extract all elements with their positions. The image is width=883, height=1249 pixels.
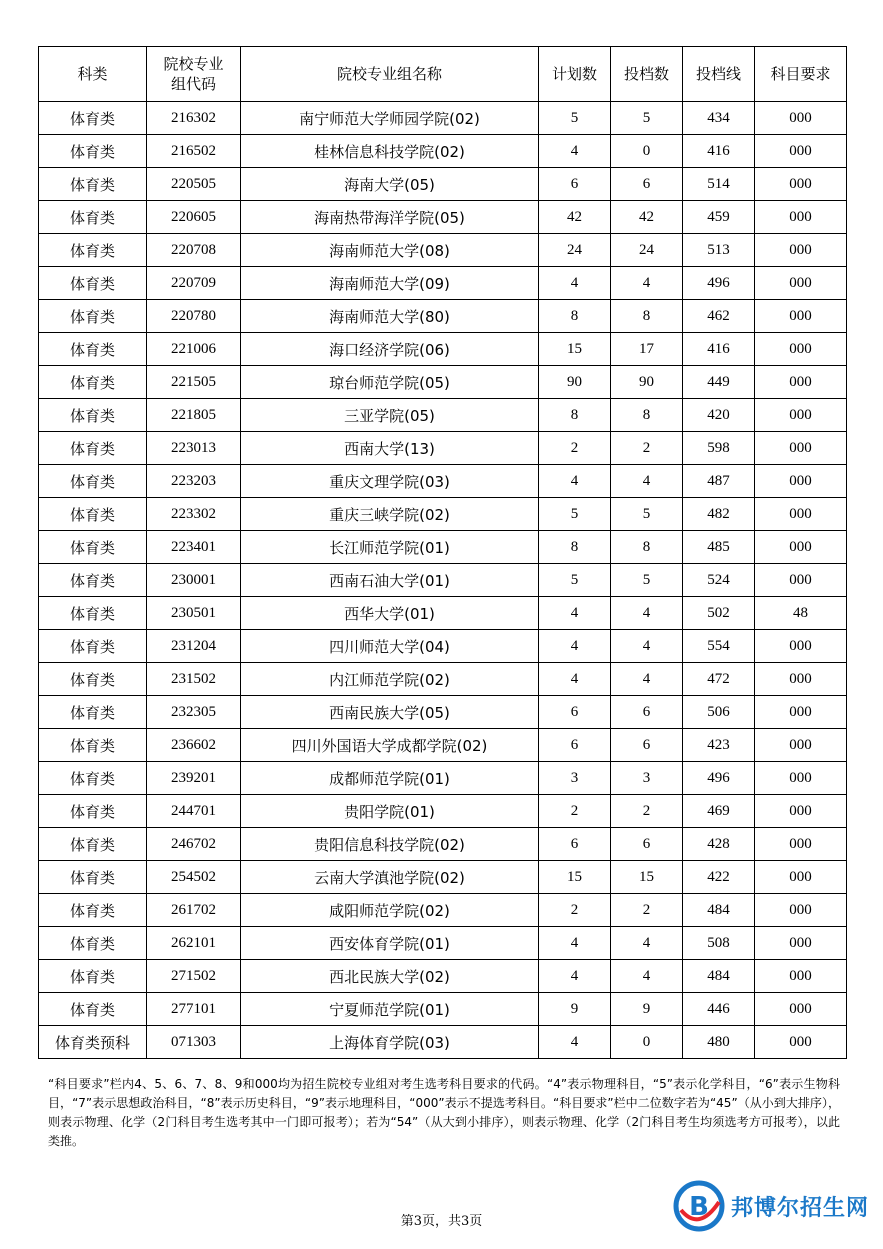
- cell-cutoff-score: 422: [683, 861, 755, 894]
- cell-subject-requirement: 000: [755, 333, 847, 366]
- cell-filed-count: 24: [611, 234, 683, 267]
- cell-category: 体育类: [39, 234, 147, 267]
- header-category: 科类: [39, 47, 147, 102]
- cell-subject-requirement: 000: [755, 828, 847, 861]
- cell-group-name: 桂林信息科技学院(02): [241, 135, 539, 168]
- cell-filed-count: 6: [611, 729, 683, 762]
- cell-plan-count: 5: [539, 498, 611, 531]
- cell-group-name: 西南民族大学(05): [241, 696, 539, 729]
- cell-cutoff-score: 480: [683, 1026, 755, 1059]
- cell-filed-count: 8: [611, 531, 683, 564]
- cell-plan-count: 4: [539, 597, 611, 630]
- table-row: [39, 135, 847, 168]
- cell-group-name: 三亚学院(05): [241, 399, 539, 432]
- cell-group-code: 220708: [147, 234, 241, 267]
- cell-group-name: 琼台师范学院(05): [241, 366, 539, 399]
- table-row: [39, 366, 847, 399]
- cell-group-name: 宁夏师范学院(01): [241, 993, 539, 1026]
- cell-subject-requirement: 000: [755, 234, 847, 267]
- header-plan-count: 计划数: [539, 47, 611, 102]
- cell-category: 体育类: [39, 993, 147, 1026]
- cell-filed-count: 15: [611, 861, 683, 894]
- header-group-code-label: 院校专业组代码: [163, 55, 224, 93]
- cell-plan-count: 6: [539, 828, 611, 861]
- cell-category: 体育类: [39, 795, 147, 828]
- cell-category: 体育类: [39, 498, 147, 531]
- table-row: [39, 960, 847, 993]
- cell-group-code: 223401: [147, 531, 241, 564]
- cell-plan-count: 4: [539, 927, 611, 960]
- cell-filed-count: 0: [611, 1026, 683, 1059]
- cell-group-name: 成都师范学院(01): [241, 762, 539, 795]
- cell-category: 体育类: [39, 201, 147, 234]
- table-row: [39, 300, 847, 333]
- cell-plan-count: 5: [539, 564, 611, 597]
- cell-cutoff-score: 482: [683, 498, 755, 531]
- cell-plan-count: 2: [539, 432, 611, 465]
- cell-group-code: 262101: [147, 927, 241, 960]
- cell-group-name: 云南大学滇池学院(02): [241, 861, 539, 894]
- table-row: [39, 498, 847, 531]
- cell-group-name: 南宁师范大学师园学院(02): [241, 102, 539, 135]
- cell-filed-count: 2: [611, 795, 683, 828]
- cell-category: 体育类: [39, 135, 147, 168]
- cell-filed-count: 4: [611, 663, 683, 696]
- cell-category: 体育类: [39, 696, 147, 729]
- cell-group-code: 261702: [147, 894, 241, 927]
- table-row: [39, 564, 847, 597]
- cell-group-code: 277101: [147, 993, 241, 1026]
- cell-plan-count: 6: [539, 729, 611, 762]
- cell-subject-requirement: 000: [755, 432, 847, 465]
- cell-filed-count: 4: [611, 465, 683, 498]
- cell-group-name: 海南师范大学(08): [241, 234, 539, 267]
- cell-category: 体育类: [39, 663, 147, 696]
- cell-group-code: 220780: [147, 300, 241, 333]
- header-filed-count: 投档数: [611, 47, 683, 102]
- cell-category: 体育类: [39, 465, 147, 498]
- cell-plan-count: 3: [539, 762, 611, 795]
- cell-subject-requirement: 000: [755, 498, 847, 531]
- cell-category: 体育类: [39, 729, 147, 762]
- cell-cutoff-score: 485: [683, 531, 755, 564]
- cell-group-code: 246702: [147, 828, 241, 861]
- cell-category: 体育类: [39, 102, 147, 135]
- cell-cutoff-score: 446: [683, 993, 755, 1026]
- cell-subject-requirement: 000: [755, 366, 847, 399]
- cell-group-code: 232305: [147, 696, 241, 729]
- cell-cutoff-score: 598: [683, 432, 755, 465]
- cell-plan-count: 4: [539, 630, 611, 663]
- cell-group-name: 内江师范学院(02): [241, 663, 539, 696]
- cell-category: 体育类: [39, 366, 147, 399]
- cell-category: 体育类: [39, 762, 147, 795]
- cell-subject-requirement: 000: [755, 993, 847, 1026]
- cell-cutoff-score: 420: [683, 399, 755, 432]
- cell-group-name: 重庆三峡学院(02): [241, 498, 539, 531]
- cell-group-code: 230501: [147, 597, 241, 630]
- cell-filed-count: 6: [611, 696, 683, 729]
- cell-filed-count: 17: [611, 333, 683, 366]
- cell-category: 体育类: [39, 399, 147, 432]
- table-row: [39, 828, 847, 861]
- cell-group-code: 216502: [147, 135, 241, 168]
- cell-plan-count: 6: [539, 168, 611, 201]
- cell-cutoff-score: 554: [683, 630, 755, 663]
- cell-cutoff-score: 434: [683, 102, 755, 135]
- header-group-code: [147, 47, 241, 102]
- cell-filed-count: 5: [611, 564, 683, 597]
- cell-subject-requirement: 000: [755, 861, 847, 894]
- cell-group-code: 239201: [147, 762, 241, 795]
- cell-group-name: 贵阳学院(01): [241, 795, 539, 828]
- cell-filed-count: 3: [611, 762, 683, 795]
- cell-plan-count: 90: [539, 366, 611, 399]
- table-row: [39, 927, 847, 960]
- table-row: [39, 333, 847, 366]
- cell-filed-count: 2: [611, 432, 683, 465]
- cell-category: 体育类: [39, 894, 147, 927]
- cell-cutoff-score: 423: [683, 729, 755, 762]
- cell-subject-requirement: 000: [755, 564, 847, 597]
- table-row: [39, 531, 847, 564]
- cell-subject-requirement: 000: [755, 795, 847, 828]
- cell-subject-requirement: 000: [755, 1026, 847, 1059]
- table-row: [39, 729, 847, 762]
- cell-group-name: 上海体育学院(03): [241, 1026, 539, 1059]
- cell-cutoff-score: 428: [683, 828, 755, 861]
- cell-group-code: 236602: [147, 729, 241, 762]
- cell-group-code: 254502: [147, 861, 241, 894]
- cell-filed-count: 9: [611, 993, 683, 1026]
- cell-group-code: 271502: [147, 960, 241, 993]
- table-row: [39, 597, 847, 630]
- cell-cutoff-score: 524: [683, 564, 755, 597]
- cell-group-code: 223302: [147, 498, 241, 531]
- cell-group-name: 海南师范大学(09): [241, 267, 539, 300]
- cell-group-name: 四川外国语大学成都学院(02): [241, 729, 539, 762]
- cell-plan-count: 2: [539, 894, 611, 927]
- cell-plan-count: 8: [539, 300, 611, 333]
- cell-filed-count: 6: [611, 828, 683, 861]
- cell-plan-count: 15: [539, 333, 611, 366]
- cell-subject-requirement: 000: [755, 762, 847, 795]
- watermark: [673, 1180, 869, 1232]
- cell-plan-count: 8: [539, 531, 611, 564]
- cell-category: 体育类: [39, 564, 147, 597]
- cell-plan-count: 4: [539, 267, 611, 300]
- bangboer-logo-icon: [673, 1180, 725, 1232]
- cell-cutoff-score: 449: [683, 366, 755, 399]
- cell-category: 体育类: [39, 300, 147, 333]
- cell-plan-count: 4: [539, 465, 611, 498]
- cell-filed-count: 6: [611, 168, 683, 201]
- cell-group-name: 长江师范学院(01): [241, 531, 539, 564]
- cell-plan-count: 4: [539, 960, 611, 993]
- cell-cutoff-score: 484: [683, 894, 755, 927]
- cell-cutoff-score: 496: [683, 762, 755, 795]
- table-row: [39, 630, 847, 663]
- cell-cutoff-score: 416: [683, 135, 755, 168]
- table-row: [39, 993, 847, 1026]
- cell-cutoff-score: 508: [683, 927, 755, 960]
- cell-group-code: 220505: [147, 168, 241, 201]
- cell-category: 体育类: [39, 927, 147, 960]
- cell-group-code: 244701: [147, 795, 241, 828]
- cell-category: 体育类: [39, 630, 147, 663]
- cell-group-code: 071303: [147, 1026, 241, 1059]
- cell-cutoff-score: 496: [683, 267, 755, 300]
- cell-subject-requirement: 000: [755, 135, 847, 168]
- svg-text:B: B: [689, 1192, 709, 1222]
- cell-plan-count: 6: [539, 696, 611, 729]
- cell-subject-requirement: 000: [755, 102, 847, 135]
- table-row: [39, 894, 847, 927]
- cell-cutoff-score: 416: [683, 333, 755, 366]
- cell-group-name: 四川师范大学(04): [241, 630, 539, 663]
- cell-group-name: 西北民族大学(02): [241, 960, 539, 993]
- cell-category: 体育类: [39, 828, 147, 861]
- cell-group-name: 西华大学(01): [241, 597, 539, 630]
- cell-subject-requirement: 000: [755, 399, 847, 432]
- cell-plan-count: 5: [539, 102, 611, 135]
- cell-category: 体育类: [39, 531, 147, 564]
- header-group-name: 院校专业组名称: [241, 47, 539, 102]
- subject-code-note: “科目要求”栏内4、5、6、7、8、9和000均为招生院校专业组对考生选考科目要求的代码。“4”表示物理科目，“5”表示化学科目，“6”表示生物科目，“7”表示思想政治科目，“8”表示历史科目，“9”表示地理科目，“000”表示不提选考科目。“科目要求”栏中二位数字若为“45”（从小到大排序），则表示物理、化学（2门科目考生选考其中一门即可报考）；若为“54”（从大到小排序），则表示物理、化学（2门科目考生均须选考方可报考），以此类推。: [48, 1077, 840, 1148]
- cell-group-code: 216302: [147, 102, 241, 135]
- cell-group-code: 231502: [147, 663, 241, 696]
- cell-group-name: 西南石油大学(01): [241, 564, 539, 597]
- cell-group-name: 海南大学(05): [241, 168, 539, 201]
- cell-group-name: 海南师范大学(80): [241, 300, 539, 333]
- cell-filed-count: 4: [611, 960, 683, 993]
- cell-filed-count: 4: [611, 267, 683, 300]
- cell-group-name: 西安体育学院(01): [241, 927, 539, 960]
- cell-subject-requirement: 000: [755, 531, 847, 564]
- admission-table: [38, 46, 847, 1059]
- table-row: [39, 762, 847, 795]
- watermark-text: 邦博尔招生网: [730, 1195, 869, 1221]
- cell-subject-requirement: 000: [755, 927, 847, 960]
- cell-plan-count: 9: [539, 993, 611, 1026]
- cell-cutoff-score: 469: [683, 795, 755, 828]
- cell-group-code: 220605: [147, 201, 241, 234]
- table-row: [39, 267, 847, 300]
- cell-filed-count: 8: [611, 399, 683, 432]
- table-row: [39, 102, 847, 135]
- cell-cutoff-score: 506: [683, 696, 755, 729]
- cell-subject-requirement: 000: [755, 696, 847, 729]
- cell-category: 体育类: [39, 267, 147, 300]
- cell-filed-count: 0: [611, 135, 683, 168]
- table-row: [39, 399, 847, 432]
- cell-subject-requirement: 000: [755, 267, 847, 300]
- table-row: [39, 663, 847, 696]
- cell-group-code: 230001: [147, 564, 241, 597]
- cell-group-code: 231204: [147, 630, 241, 663]
- table-row: [39, 795, 847, 828]
- cell-cutoff-score: 513: [683, 234, 755, 267]
- cell-category: 体育类: [39, 168, 147, 201]
- table-header-row: [39, 47, 847, 102]
- cell-group-name: 贵阳信息科技学院(02): [241, 828, 539, 861]
- table-row: [39, 861, 847, 894]
- cell-category: 体育类: [39, 960, 147, 993]
- table-row: [39, 234, 847, 267]
- cell-group-code: 221006: [147, 333, 241, 366]
- cell-plan-count: 4: [539, 1026, 611, 1059]
- cell-filed-count: 90: [611, 366, 683, 399]
- cell-filed-count: 4: [611, 927, 683, 960]
- page-footer: 第3页，共3页: [400, 1214, 483, 1229]
- cell-subject-requirement: 000: [755, 465, 847, 498]
- cell-filed-count: 5: [611, 102, 683, 135]
- cell-category: 体育类预科: [39, 1026, 147, 1059]
- cell-group-name: 重庆文理学院(03): [241, 465, 539, 498]
- cell-group-code: 221805: [147, 399, 241, 432]
- cell-cutoff-score: 487: [683, 465, 755, 498]
- cell-subject-requirement: 000: [755, 630, 847, 663]
- cell-category: 体育类: [39, 597, 147, 630]
- header-subject-requirement: 科目要求: [755, 47, 847, 102]
- cell-plan-count: 4: [539, 135, 611, 168]
- cell-group-name: 海口经济学院(06): [241, 333, 539, 366]
- cell-filed-count: 8: [611, 300, 683, 333]
- cell-group-code: 223203: [147, 465, 241, 498]
- cell-plan-count: 2: [539, 795, 611, 828]
- cell-subject-requirement: 000: [755, 729, 847, 762]
- cell-group-code: 223013: [147, 432, 241, 465]
- cell-filed-count: 42: [611, 201, 683, 234]
- cell-category: 体育类: [39, 861, 147, 894]
- cell-filed-count: 4: [611, 597, 683, 630]
- cell-plan-count: 42: [539, 201, 611, 234]
- header-cutoff-score: 投档线: [683, 47, 755, 102]
- cell-subject-requirement: 48: [755, 597, 847, 630]
- cell-group-code: 220709: [147, 267, 241, 300]
- cell-cutoff-score: 472: [683, 663, 755, 696]
- cell-category: 体育类: [39, 432, 147, 465]
- cell-filed-count: 4: [611, 630, 683, 663]
- cell-filed-count: 2: [611, 894, 683, 927]
- cell-plan-count: 24: [539, 234, 611, 267]
- cell-group-code: 221505: [147, 366, 241, 399]
- cell-subject-requirement: 000: [755, 663, 847, 696]
- cell-group-name: 咸阳师范学院(02): [241, 894, 539, 927]
- cell-plan-count: 4: [539, 663, 611, 696]
- cell-subject-requirement: 000: [755, 201, 847, 234]
- table-row: [39, 696, 847, 729]
- cell-group-name: 海南热带海洋学院(05): [241, 201, 539, 234]
- table-row: [39, 1026, 847, 1059]
- cell-subject-requirement: 000: [755, 894, 847, 927]
- table-row: [39, 465, 847, 498]
- table-row: [39, 432, 847, 465]
- cell-cutoff-score: 514: [683, 168, 755, 201]
- cell-cutoff-score: 484: [683, 960, 755, 993]
- table-row: [39, 201, 847, 234]
- cell-plan-count: 8: [539, 399, 611, 432]
- cell-subject-requirement: 000: [755, 300, 847, 333]
- cell-cutoff-score: 502: [683, 597, 755, 630]
- cell-group-name: 西南大学(13): [241, 432, 539, 465]
- cell-filed-count: 5: [611, 498, 683, 531]
- cell-category: 体育类: [39, 333, 147, 366]
- cell-subject-requirement: 000: [755, 168, 847, 201]
- cell-cutoff-score: 459: [683, 201, 755, 234]
- table-row: [39, 168, 847, 201]
- cell-plan-count: 15: [539, 861, 611, 894]
- cell-subject-requirement: 000: [755, 960, 847, 993]
- cell-cutoff-score: 462: [683, 300, 755, 333]
